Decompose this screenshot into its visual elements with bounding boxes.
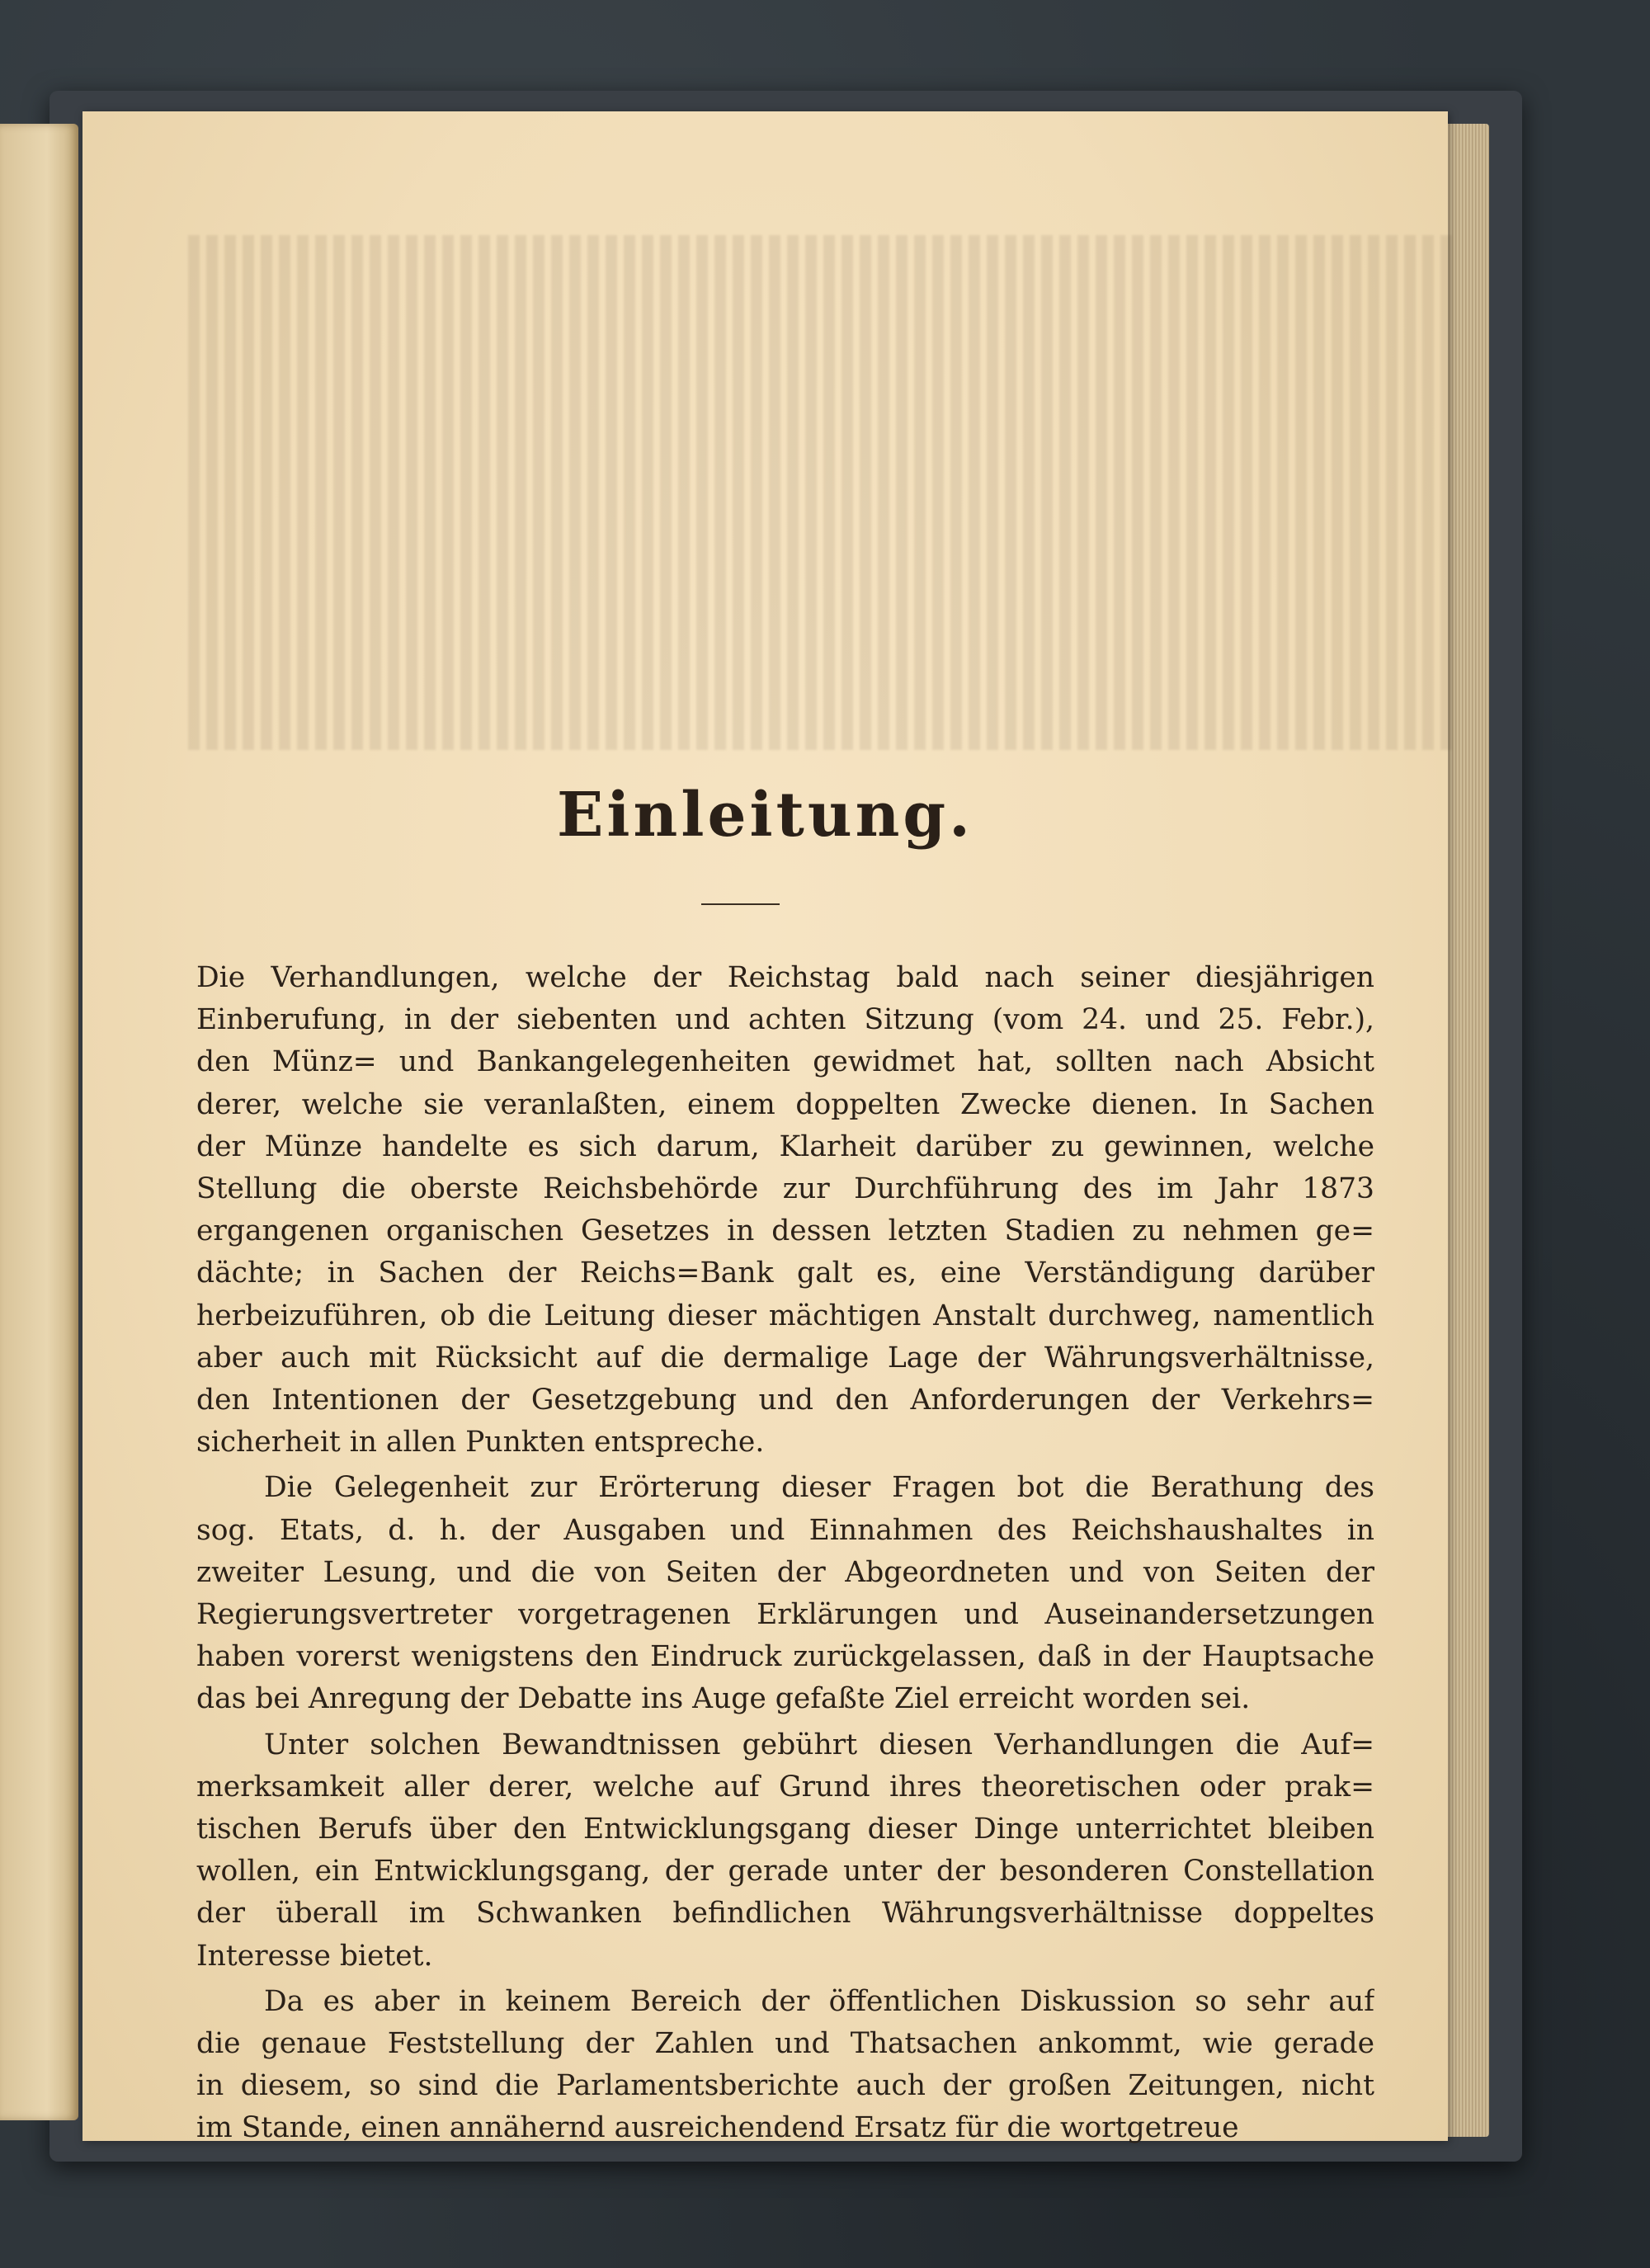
text-line: sicherheit in allen Punkten entspreche. xyxy=(196,1426,765,1459)
text-line: Stellung die oberste Reichsbehörde zur Durchführung des im Jahr 1873 xyxy=(196,1172,1374,1206)
text-line: merksamkeit aller derer, welche auf Grund ihres theoretischen oder prak= xyxy=(196,1770,1374,1804)
text-line: das bei Anregung der Debatte ins Auge gefaßte Ziel erreicht worden sei. xyxy=(196,1682,1251,1716)
text-line: Einberufung, in der siebenten und achten Sitzung (vom 24. und 25. Febr.), xyxy=(196,1003,1374,1037)
paragraph xyxy=(196,1467,1374,1720)
text-line: ergangenen organischen Gesetzes in dessen letzten Stadien zu nehmen ge= xyxy=(196,1214,1374,1248)
body-text xyxy=(196,957,1374,2150)
show-through-text xyxy=(182,235,1452,755)
text-line: im Stande, einen annähernd ausreichendend Ersatz für die wortgetreue xyxy=(196,2111,1239,2145)
text-line: dächte; in Sachen der Reichs=Bank galt es, eine Verständigung darüber xyxy=(196,1257,1374,1290)
page-heading: Einleitung. xyxy=(557,780,974,851)
text-line: Unter solchen Bewandtnissen gebührt diesen Verhandlungen die Auf= xyxy=(264,1728,1374,1761)
paragraph xyxy=(196,957,1374,1464)
left-page-edge xyxy=(0,124,78,2120)
text-line: Regierungsvertreter vorgetragenen Erklärungen und Auseinandersetzungen xyxy=(196,1598,1374,1632)
text-line: sog. Etats, d. h. der Ausgaben und Einnahmen des Reichshaushaltes in xyxy=(196,1513,1374,1547)
text-line: Da es aber in keinem Bereich der öffentlichen Diskussion so sehr auf xyxy=(264,1984,1374,2018)
text-line: Die Verhandlungen, welche der Reichstag bald nach seiner diesjährigen xyxy=(196,961,1374,994)
text-line: den Münz= und Bankangelegenheiten gewidmet hat, sollten nach Absicht xyxy=(196,1045,1374,1079)
text-line: Die Gelegenheit zur Erörterung dieser Fragen bot die Berathung des xyxy=(264,1471,1374,1505)
text-line: der Münze handelte es sich darum, Klarheit darüber zu gewinnen, welche xyxy=(196,1129,1374,1163)
text-line: tischen Berufs über den Entwicklungsgang dieser Dinge unterrichtet bleiben xyxy=(196,1813,1374,1846)
text-line: den Intentionen der Gesetzgebung und den Anforderungen der Verkehrs= xyxy=(196,1384,1374,1417)
book-page xyxy=(82,111,1448,2145)
text-line: herbeizuführen, ob die Leitung dieser mächtigen Anstalt durchweg, namentlich xyxy=(196,1299,1374,1332)
text-line: haben vorerst wenigstens den Eindruck zurückgelassen, daß in der Hauptsache xyxy=(196,1640,1374,1674)
paragraph xyxy=(196,1981,1374,2150)
text-line: Interesse bietet. xyxy=(196,1939,433,1973)
text-line: zweiter Lesung, und die von Seiten der Abgeordneten und von Seiten der xyxy=(196,1555,1374,1589)
heading-rule xyxy=(701,903,780,905)
paragraph xyxy=(196,1724,1374,1978)
text-line: wollen, ein Entwicklungsgang, der gerade unter der besonderen Constellation xyxy=(196,1855,1374,1888)
text-line: die genaue Feststellung der Zahlen und Thatsachen ankommt, wie gerade xyxy=(196,2027,1374,2061)
text-line: der überall im Schwanken befindlichen Währungsverhältnisse doppeltes xyxy=(196,1897,1374,1931)
text-line: derer, welche sie veranlaßten, einem doppelten Zwecke dienen. In Sachen xyxy=(196,1087,1374,1121)
text-line: aber auch mit Rücksicht auf die dermalige Lage der Währungsverhältnisse, xyxy=(196,1341,1374,1374)
text-line: in diesem, so sind die Parlamentsberichte auch der großen Zeitungen, nicht xyxy=(196,2069,1374,2103)
